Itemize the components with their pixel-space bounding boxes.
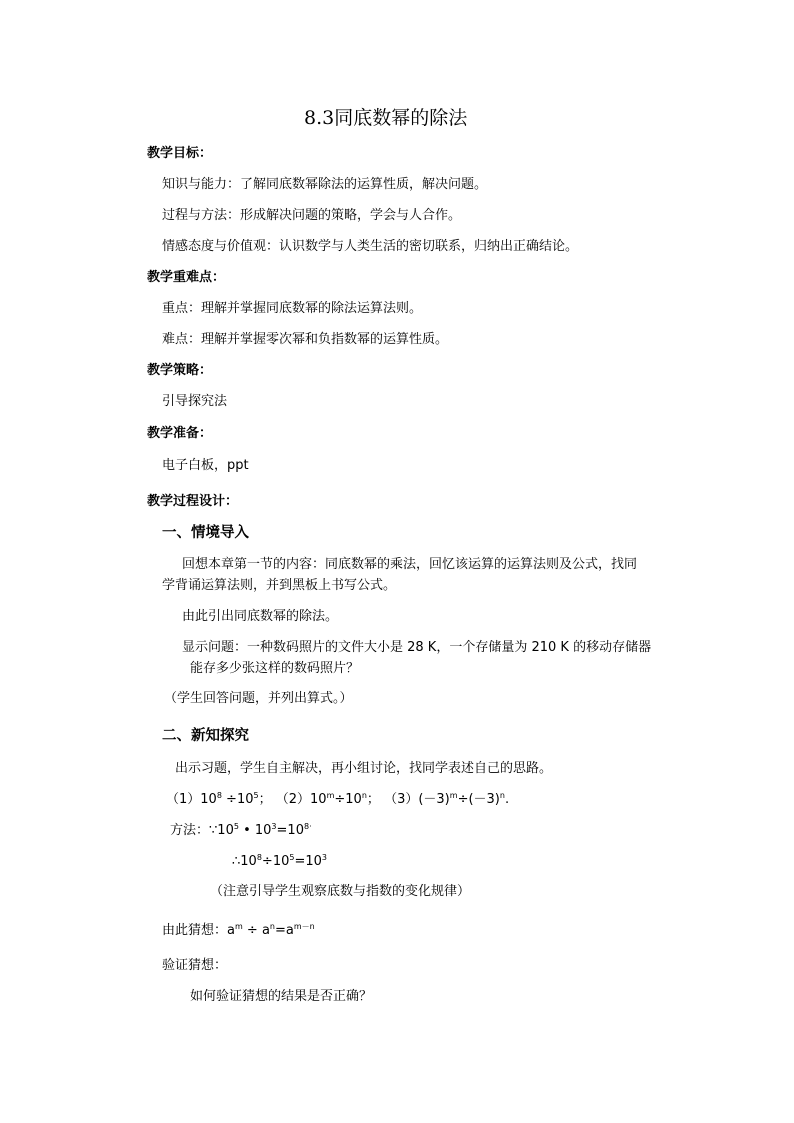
- method-term-1-base: 10: [217, 823, 234, 838]
- guess-term-2-exponent: n: [269, 922, 275, 931]
- part2-heading: 二、新知探究: [162, 728, 249, 744]
- verify-question: 如何验证猜想的结果是否正确？: [190, 989, 373, 1004]
- exercise-line: [166, 791, 509, 809]
- method-term-1-exponent: 5: [233, 822, 239, 831]
- therefore-equals: =: [294, 854, 306, 869]
- therefore-result-base: 10: [305, 854, 322, 869]
- method-term-2-exponent: 3: [271, 822, 277, 831]
- exercise-1-exponent: 8: [216, 791, 222, 800]
- exercise-2-end: ；: [366, 792, 380, 807]
- method-result-tail: ·: [309, 822, 312, 831]
- exercise-2-operator: ÷: [334, 792, 346, 807]
- method-dot: •: [238, 823, 255, 838]
- strategy-text: 引导探究法: [162, 394, 228, 409]
- part1-problem-line2: 能存多少张这样的数码照片？: [190, 661, 360, 676]
- method-term-2-base: 10: [254, 823, 272, 838]
- exercise-3-divisor-base: (－3): [468, 792, 500, 807]
- exercise-2-divisor-base: 10: [345, 792, 362, 807]
- part1-student-answer: （学生回答问题，并列出算式。）: [164, 691, 353, 706]
- guess-equals: =: [275, 923, 286, 938]
- strategy-heading: 教学策略：: [147, 363, 213, 378]
- key-point: 重点：理解并掌握同底数幂的除法运算法则。: [162, 301, 423, 316]
- objectives-heading: 教学目标：: [147, 146, 213, 161]
- exercise-3-end: .: [504, 792, 510, 807]
- exercise-3-base: (－3): [418, 792, 450, 807]
- process-heading: 教学过程设计：: [147, 494, 239, 509]
- exercise-1-label: （1）: [166, 792, 201, 807]
- part2-intro: 出示习题，学生自主解决，再小组讨论，找同学表述自己的思路。: [175, 761, 553, 776]
- therefore-term-1-exponent: 8: [256, 853, 262, 862]
- part1-paragraph-line1: 回想本章第一节的内容：同底数幂的乘法，回忆该运算的运算法则及公式，找同: [182, 557, 638, 572]
- method-result-exponent: 8: [303, 822, 310, 831]
- part1-problem-line1: 显示问题：一种数码照片的文件大小是 28 K，一个存储量为 210 K 的移动存储器: [182, 640, 652, 655]
- guess-term-1-exponent: m: [234, 922, 243, 931]
- therefore-operator: ÷: [261, 854, 273, 869]
- key-points-heading: 教学重难点：: [147, 270, 226, 285]
- therefore-term-2-exponent: 5: [289, 853, 295, 862]
- therefore-line: [232, 853, 327, 871]
- exercise-2-base: 10: [310, 792, 327, 807]
- method-label: 方法：: [170, 823, 210, 838]
- because-symbol: ∵: [209, 823, 218, 838]
- guess-label: 由此猜想：: [162, 923, 228, 938]
- objective-attitude: 情感态度与价值观：认识数学与人类生活的密切联系，归纳出正确结论。: [162, 239, 579, 254]
- exercise-1-divisor-base: 10: [236, 792, 254, 807]
- exercise-3-divisor-exponent: n: [499, 791, 505, 800]
- objective-knowledge: 知识与能力：了解同底数幂除法的运算性质，解决问题。: [162, 177, 488, 192]
- guess-operator: ÷: [242, 923, 262, 938]
- therefore-symbol: ∴: [232, 854, 241, 869]
- verify-heading: 验证猜想：: [162, 958, 228, 973]
- part1-heading: 一、情境导入: [162, 525, 249, 541]
- guess-result-exponent: m－n: [293, 922, 315, 931]
- method-line: [170, 822, 312, 840]
- guess-term-2-base: a: [261, 923, 270, 938]
- guess-line: [162, 922, 315, 940]
- difficult-point: 难点：理解并掌握零次幂和负指数幂的运算性质。: [162, 332, 449, 347]
- exercise-1-operator: ÷: [221, 792, 237, 807]
- page-title: 8.3同底数幂的除法: [304, 107, 468, 129]
- preparation-text: 电子白板，ppt: [162, 458, 249, 473]
- method-equals: =: [276, 823, 288, 838]
- therefore-term-1-base: 10: [240, 854, 257, 869]
- exercise-3-label: （3）: [384, 792, 419, 807]
- observation-note: （注意引导学生观察底数与指数的变化规律）: [210, 884, 471, 899]
- exercise-1-divisor-exponent: 5: [253, 791, 259, 800]
- therefore-term-2-base: 10: [272, 854, 290, 869]
- preparation-heading: 教学准备：: [147, 426, 213, 441]
- guess-result-base: a: [285, 923, 294, 938]
- therefore-result-exponent: 3: [321, 853, 328, 862]
- exercise-3-exponent: m: [449, 791, 458, 800]
- exercise-1-base: 10: [200, 792, 217, 807]
- exercise-3-operator: ÷: [457, 792, 469, 807]
- exercise-2-exponent: m: [326, 791, 335, 800]
- method-result-base: 10: [287, 823, 304, 838]
- guess-term-1-base: a: [227, 923, 235, 938]
- exercise-2-label: （2）: [275, 792, 311, 807]
- part1-lead-in: 由此引出同底数幂的除法。: [182, 609, 339, 624]
- part1-paragraph-line2: 学背诵运算法则，并到黑板上书写公式。: [162, 578, 397, 593]
- exercise-1-end: ；: [258, 792, 272, 807]
- exercise-2-divisor-exponent: n: [361, 791, 367, 800]
- objective-process: 过程与方法：形成解决问题的策略，学会与人合作。: [162, 208, 462, 223]
